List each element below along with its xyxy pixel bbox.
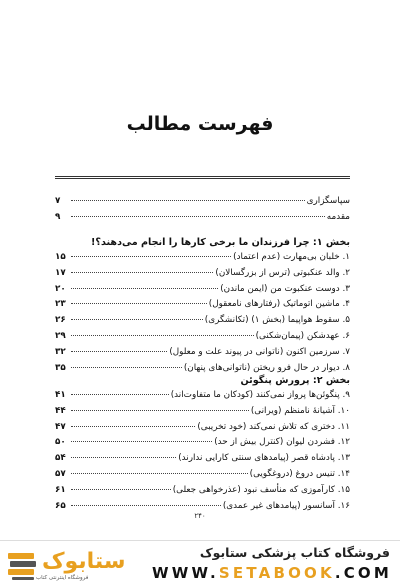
toc-entry-page: ۶۱ — [55, 484, 66, 495]
toc-entry-title: سپاسگزاری — [306, 196, 350, 206]
toc-entry-page: ۴۷ — [55, 421, 66, 432]
toc-entry[interactable] — [55, 268, 350, 284]
toc-entry-page: ۲۶ — [55, 315, 66, 326]
toc-entry-page: ۱۵ — [55, 252, 66, 262]
toc-entry-page: ۴۴ — [55, 405, 66, 416]
toc-entry-title: ۱۰. آشیانهٔ نامنظم (ویرانی) — [250, 405, 350, 416]
toc-entry[interactable] — [55, 315, 350, 331]
toc-entry-title: ۷. سرزمین اکنون (ناتوانی در پیوند علت و معلول) — [169, 346, 350, 357]
toc-entry[interactable] — [55, 469, 350, 485]
part1-heading: بخش ۱: چرا فرزندان ما برخی کارها را انجام می‌دهند؟! — [91, 237, 350, 248]
toc-entry-page: ۵۴ — [55, 453, 66, 464]
dot-leader — [71, 319, 203, 320]
toc-entry[interactable] — [55, 196, 350, 212]
toc-entry-title: ۱۳. پادشاه قصر (پیامدهای سنتی کارایی ندارند) — [178, 453, 350, 464]
toc-entry[interactable] — [55, 437, 350, 453]
part1-list — [55, 252, 350, 378]
toc-entry-title: ۱۶. آسانسور (پیامدهای غیر عمدی) — [222, 500, 350, 511]
page-title: فهرست مطالب — [126, 113, 274, 135]
toc-entry-page: ۲۰ — [55, 283, 66, 294]
toc-entry-title: ۹. پنگوئن‌ها پرواز نمی‌کنند (کودکان ما متفاوت‌اند) — [170, 390, 350, 400]
toc-entry-page: ۲۹ — [55, 330, 66, 341]
toc-entry-page: ۳۵ — [55, 362, 66, 373]
toc-entry[interactable] — [55, 347, 350, 363]
dot-leader — [71, 457, 176, 458]
toc-entry[interactable] — [55, 331, 350, 347]
toc-entry-title: ۸. دیوار در حال فرو ریختن (ناتوانی‌های پنهان) — [183, 362, 350, 373]
toc-entry-title: ۱. خلبان بی‌مهارت (عدم اعتماد) — [233, 252, 350, 262]
store-url[interactable] — [130, 564, 392, 582]
toc-entry[interactable] — [55, 422, 350, 438]
url-suffix: .COM — [334, 564, 392, 582]
dot-leader — [71, 200, 305, 201]
dot-leader — [71, 272, 213, 273]
title-rule-top — [55, 176, 350, 177]
toc-entry-page: ۶۵ — [55, 500, 66, 511]
toc-entry[interactable] — [55, 453, 350, 469]
toc-entry[interactable] — [55, 485, 350, 501]
toc-front-matter — [55, 196, 350, 228]
dot-leader — [71, 394, 169, 395]
title-rule-bottom — [55, 178, 350, 179]
store-logo[interactable] — [6, 549, 124, 583]
page-number: ۲۴۰ — [194, 512, 206, 520]
toc-entry[interactable] — [55, 406, 350, 422]
toc-entry-title: ۱۲. فشردن لیوان (کنترل بیش از حد) — [214, 437, 350, 448]
logo-subtext: فروشگاه اینترنتی کتاب — [36, 575, 89, 581]
part2-heading: بخش ۲: پرورش پنگوئن — [240, 375, 350, 386]
toc-entry-title: مقدمه — [326, 211, 350, 222]
toc-entry-page: ۵۰ — [55, 437, 66, 448]
toc-entry-title: ۳. دوست عنکبوت من (ایمن ماندن) — [220, 283, 350, 294]
dot-leader — [71, 351, 167, 352]
toc-entry-page: ۲۳ — [55, 299, 66, 310]
url-main: SETABOOK — [218, 564, 335, 582]
dot-leader — [71, 505, 221, 506]
toc-entry-page: ۴۱ — [55, 390, 66, 400]
toc-entry-title: ۴. ماشین اتوماتیک (رفتارهای نامعقول) — [208, 299, 350, 310]
book-stack-icon — [6, 549, 40, 583]
dot-leader — [71, 288, 218, 289]
store-name: فروشگاه کتاب پزشکی ستابوک — [199, 545, 390, 560]
dot-leader — [71, 426, 195, 427]
url-prefix: WWW. — [152, 564, 219, 582]
part2-list — [55, 390, 350, 516]
toc-entry-page: ۱۷ — [55, 267, 66, 278]
toc-entry-page: ۳۲ — [55, 346, 66, 357]
store-footer — [0, 540, 400, 588]
dot-leader — [71, 303, 207, 304]
toc-entry-title: ۱۱. دختری که تلاش نمی‌کند (خود تخریبی) — [197, 421, 350, 432]
toc-entry-title: ۲. والد عنکبوتی (ترس از بزرگسالان) — [215, 267, 350, 278]
toc-entry-title: ۶. عهدشکن (پیمان‌شکنی) — [255, 330, 350, 341]
toc-entry-title: ۱۵. کارآموزی که منأسف نبود (عذرخواهی جعلی) — [172, 484, 350, 495]
toc-entry[interactable] — [55, 212, 350, 228]
toc-entry-page: ۹ — [55, 211, 61, 222]
toc-entry-title: ۱۴. تنیس دروغ (دروغگویی) — [249, 468, 350, 479]
dot-leader — [71, 256, 231, 257]
dot-leader — [71, 410, 249, 411]
toc-entry-title: ۵. سقوط هواپیما (بخش ۱) (تکانشگری) — [204, 315, 350, 326]
logo-word: ستابوک — [42, 549, 126, 574]
dot-leader — [71, 216, 325, 217]
toc-entry-page: ۷ — [55, 196, 61, 206]
dot-leader — [71, 441, 212, 442]
dot-leader — [71, 489, 171, 490]
toc-entry[interactable] — [55, 299, 350, 315]
dot-leader — [71, 367, 182, 368]
toc-part2 — [55, 372, 350, 516]
toc-entry-page: ۵۷ — [55, 468, 66, 479]
toc-entry[interactable] — [55, 252, 350, 268]
toc-part1 — [55, 234, 350, 378]
toc-entry[interactable] — [55, 284, 350, 300]
dot-leader — [71, 473, 248, 474]
toc-entry[interactable] — [55, 390, 350, 406]
dot-leader — [71, 335, 254, 336]
